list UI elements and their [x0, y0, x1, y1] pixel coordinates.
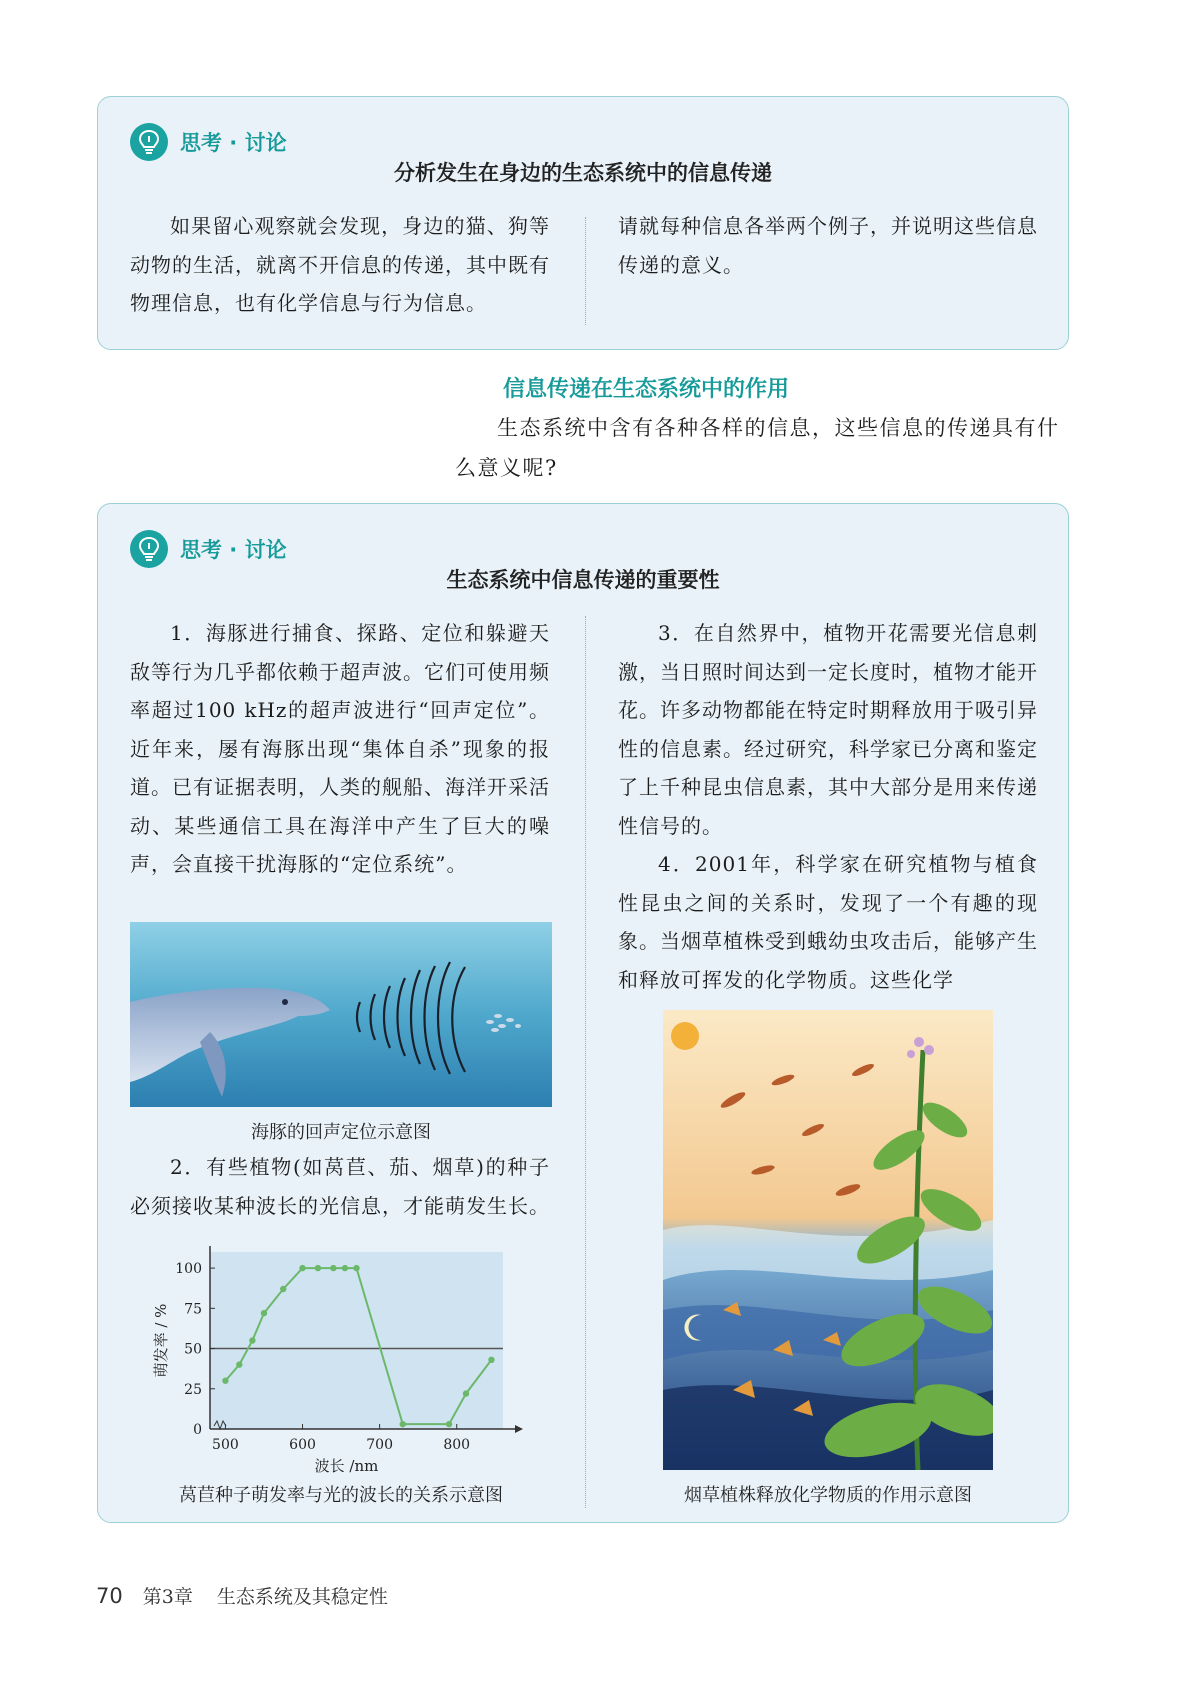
data-point	[353, 1265, 359, 1271]
y-tick-label: 100	[175, 1261, 202, 1278]
data-point	[299, 1265, 305, 1271]
data-point	[280, 1286, 286, 1292]
discussion-heading	[130, 123, 287, 161]
box1-left-paragraph: 如果留心观察就会发现，身边的猫、狗等动物的生活，就离不开信息的传递，其中既有物理信息，也有化学信息与行为信息。	[130, 214, 550, 315]
x-tick-label: 500	[212, 1437, 239, 1453]
tobacco-caption: 烟草植株释放化学物质的作用示意图	[684, 1485, 972, 1506]
germination-chart-svg	[128, 1234, 548, 1474]
column-divider	[585, 217, 586, 325]
data-point	[446, 1421, 452, 1427]
data-point	[236, 1361, 242, 1367]
left-column	[130, 207, 550, 323]
data-point	[400, 1421, 406, 1427]
section-title: 信息传递在生态系统中的作用	[503, 377, 790, 402]
tobacco-plant-image	[663, 1010, 993, 1470]
dolphin-echolocation-image	[130, 922, 552, 1107]
chart-caption: 莴苣种子萌发率与光的波长的关系示意图	[179, 1485, 503, 1506]
data-point	[222, 1378, 228, 1384]
item-1-paragraph: 1．海豚进行捕食、探路、定位和躲避天敌等行为几乎都依赖于超声波。它们可使用频率超过100 kHz的超声波进行“回声定位”。近年来，屡有海豚出现“集体自杀”现象的报道。已有证据表明，人类的舰船、海洋开采活动、某些通信工具在海洋中产生了巨大的噪声，会直接干扰海豚的“定位系统”。	[130, 621, 550, 876]
box-title: 生态系统中信息传递的重要性	[446, 568, 720, 592]
lightbulb-icon	[130, 530, 168, 568]
data-point	[249, 1337, 255, 1343]
chapter-title: 生态系统及其稳定性	[216, 1586, 388, 1608]
page-number: 70	[96, 1584, 123, 1608]
x-tick-label: 800	[443, 1437, 471, 1453]
column-divider	[585, 616, 586, 1508]
x-axis-arrow	[515, 1425, 523, 1433]
discussion-box-2	[97, 503, 1069, 1523]
discussion-box-1	[97, 96, 1069, 350]
data-point	[463, 1390, 469, 1396]
data-point	[315, 1265, 321, 1271]
y-tick-label: 75	[184, 1301, 202, 1318]
item-2-paragraph: 2．有些植物(如莴苣、茄、烟草)的种子必须接收某种波长的光信息，才能萌发生长。	[130, 1155, 550, 1218]
box1-right-paragraph: 请就每种信息各举两个例子，并说明这些信息传递的意义。	[618, 214, 1038, 277]
germination-chart	[128, 1234, 548, 1474]
data-point	[488, 1357, 494, 1363]
x-tick-label: 700	[366, 1437, 393, 1453]
left-column-item1	[130, 614, 550, 884]
right-column-items	[618, 614, 1038, 999]
item-4-paragraph: 4．2001年，科学家在研究植物与植食性昆虫之间的关系时，发现了一个有趣的现象。当烟草植株受到蛾幼虫攻击后，能够产生和释放可挥发的化学物质。这些化学	[618, 852, 1038, 992]
discussion-heading	[130, 530, 287, 568]
dolphin-caption: 海豚的回声定位示意图	[251, 1122, 431, 1143]
section-text	[455, 408, 1072, 488]
lightbulb-icon	[130, 123, 168, 161]
item-3-paragraph: 3．在自然界中，植物开花需要光信息刺激，当日照时间达到一定长度时，植物才能开花。许多动物都能在特定时期释放用于吸引异性的信息素。经过研究，科学家已分离和鉴定了上千种昆虫信息素，其中大部分是用来传递性信号的。	[618, 621, 1038, 838]
discussion-heading-label: 思考 · 讨论	[180, 538, 287, 562]
right-column	[618, 207, 1038, 284]
y-tick-label: 25	[184, 1381, 202, 1398]
x-tick-label: 600	[289, 1437, 316, 1453]
x-axis-label: 波长 /nm	[314, 1457, 379, 1474]
chapter-number: 第3章	[142, 1586, 193, 1608]
left-column-item2	[130, 1148, 550, 1225]
y-axis-label: 萌发率 / %	[152, 1303, 170, 1378]
y-tick-label: 0	[193, 1422, 202, 1438]
data-point	[330, 1265, 336, 1271]
page-footer	[96, 1582, 388, 1609]
data-point	[261, 1310, 267, 1316]
box-title: 分析发生在身边的生态系统中的信息传递	[394, 161, 772, 185]
discussion-heading-label: 思考 · 讨论	[180, 131, 287, 155]
section-paragraph: 生态系统中含有各种各样的信息，这些信息的传递具有什么意义呢?	[455, 416, 1060, 480]
y-tick-label: 50	[184, 1341, 202, 1358]
data-point	[342, 1265, 348, 1271]
